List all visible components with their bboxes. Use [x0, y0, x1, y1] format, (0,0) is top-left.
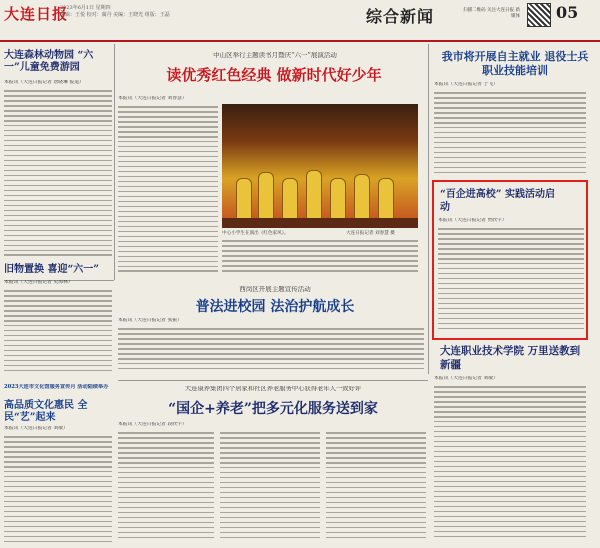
column-divider — [114, 44, 115, 280]
header-editors: 编辑：王悦 校对：蔺丹 美编：王晓光 组版：王磊 — [60, 12, 170, 18]
bottom-body-col3 — [326, 432, 426, 544]
section-title: 综合新闻 — [366, 7, 435, 26]
bottom-body-col2 — [220, 432, 320, 544]
photo-caption: 中心小学生在演出《红色家风》。 — [222, 231, 289, 236]
center-story2-kicker: 西岗区开展主题宣传活动 — [239, 286, 311, 293]
left-story2-title: 旧物置换 喜迎“六一” — [4, 264, 99, 275]
right-story1-title: 我市将开展自主就业 退役士兵职业技能培训 — [441, 50, 589, 77]
right-story3-title: 大连职业技术学院 万里送教到新疆 — [440, 345, 581, 371]
page-header — [0, 0, 600, 42]
column-divider — [428, 44, 429, 374]
left-story3-body — [4, 436, 112, 544]
bottom-byline: 本报讯（大连日报记者 段欣宇） — [118, 422, 187, 427]
center-title: 读优秀红色经典 做新时代好少年 — [166, 66, 382, 84]
header-date: 2023年6月1日 星期四 — [60, 5, 111, 11]
masthead-logo: 大连日报 — [4, 5, 69, 23]
left-story1-title: 大连森林动物园 “六一”儿童免费游园 — [4, 50, 94, 73]
bottom-body-col1 — [118, 432, 214, 544]
left-story3-kicker: 2023大连市文化馆服务宣传月 活动陆续举办 — [4, 384, 109, 390]
center-kicker: 中山区举行主题读书月暨庆“六一”展演活动 — [213, 52, 337, 59]
left-story2-byline: 本报讯（大连日报记者 史海林） — [4, 280, 73, 285]
right-story1-body — [434, 92, 586, 176]
photo-credit: 大连日报记者 刘春慧 摄 — [346, 231, 395, 236]
right-story1-byline: 本报讯（大连日报记者 于飞） — [434, 82, 498, 87]
center-byline: 本报讯（大连日报记者 刘春慧） — [118, 96, 187, 101]
left-story3-byline: 本报讯（大连日报记者 刘敏） — [4, 426, 68, 431]
left-story3-title: 高品质文化惠民 全民“艺”起来 — [4, 400, 88, 423]
right-story3-body — [434, 386, 586, 544]
right-story2-byline: 本报讯（大连日报记者 贾欣宇） — [438, 218, 507, 223]
center-body-col2 — [222, 240, 418, 276]
center-story2-title: 普法进校园 法治护航成长 — [195, 299, 355, 315]
qr-code-icon — [527, 3, 551, 27]
right-story3-byline: 本报讯（大连日报记者 刘敏） — [434, 376, 498, 381]
center-body-col1 — [118, 106, 218, 276]
center-story2-body — [118, 328, 424, 376]
row-divider — [118, 380, 428, 381]
header-meta — [60, 5, 250, 19]
left-story1-byline: 本报讯（大连日报记者 唐晓琳 报道） — [4, 80, 84, 85]
highlight-box — [432, 180, 588, 340]
performance-photo — [222, 104, 418, 228]
left-story1-body — [4, 90, 112, 260]
left-story2-body — [4, 290, 112, 374]
bottom-kicker: 大连康养集团四个居家和社区养老服务中心获得老年人一致好评 — [184, 386, 362, 392]
qr-note: 扫描二维码 关注大连日报 新媒体 — [463, 8, 520, 19]
right-story2-title: “百企进高校” 实践活动启动 — [440, 189, 555, 213]
page-number: 05 — [556, 3, 579, 22]
right-story2-body — [438, 228, 584, 334]
bottom-title: “国企+养老”把多元化服务送到家 — [168, 401, 378, 417]
center-story2-byline: 本报讯（大连日报记者 张振） — [118, 318, 182, 323]
